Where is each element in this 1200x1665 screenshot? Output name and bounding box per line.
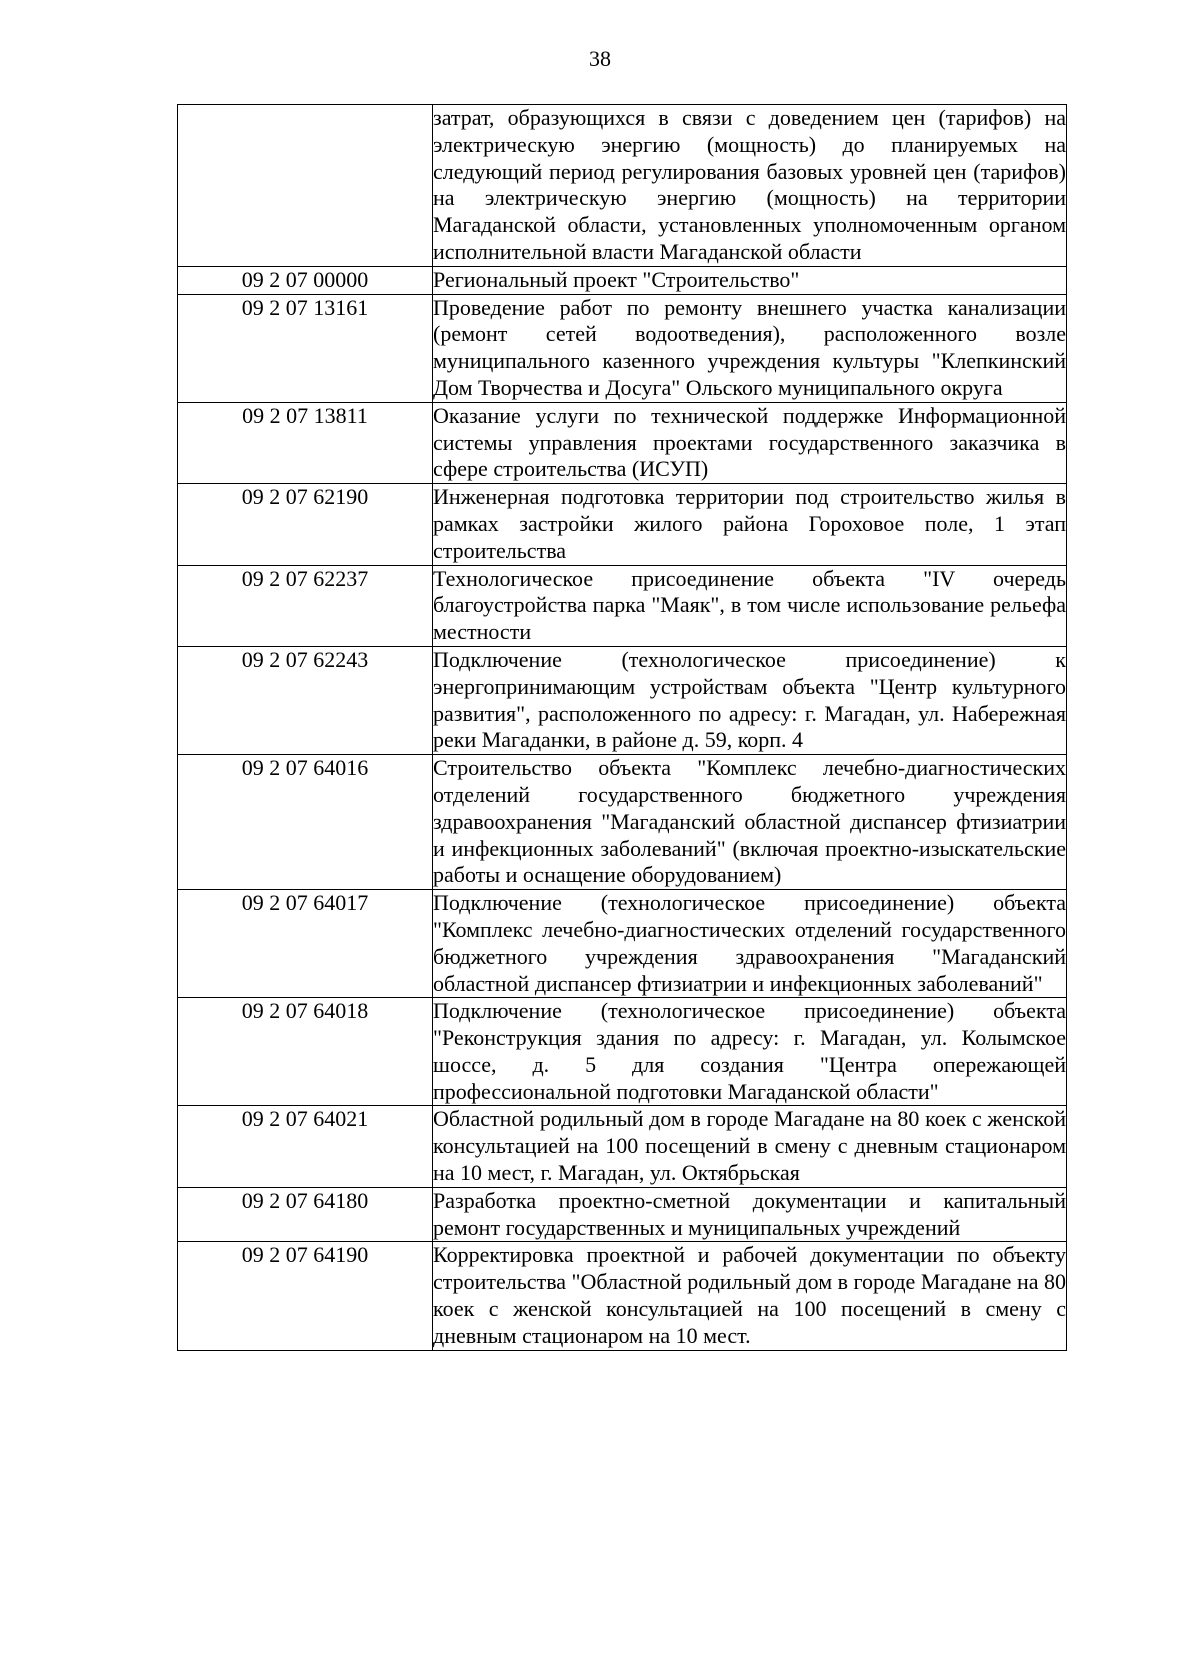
table-row (178, 484, 1067, 565)
row-code (178, 105, 433, 267)
row-description: Технологическое присоединение объекта "IV очередь благоустройства парка "Маяк", в том числе использование рельефа местности (433, 565, 1067, 646)
row-code: 09 2 07 62237 (178, 565, 433, 646)
row-description: Областной родильный дом в городе Магадане на 80 коек с женской консультацией на 100 посещений в смену с дневным стационаром на 10 мест, г. Магадан, ул. Октябрьская (433, 1106, 1067, 1187)
table-row (178, 646, 1067, 754)
row-code: 09 2 07 64180 (178, 1187, 433, 1242)
row-code: 09 2 07 64021 (178, 1106, 433, 1187)
row-code: 09 2 07 13161 (178, 294, 433, 402)
table-row (178, 266, 1067, 294)
row-code: 09 2 07 13811 (178, 402, 433, 483)
table-row (178, 294, 1067, 402)
row-description: Разработка проектно-сметной документации и капитальный ремонт государственных и муниципальных учреждений (433, 1187, 1067, 1242)
row-code: 09 2 07 64190 (178, 1242, 433, 1350)
row-code: 09 2 07 62190 (178, 484, 433, 565)
row-description: Подключение (технологическое присоединение) к энергопринимающим устройствам объекта "Центр культурного развития", расположенного по адресу: г. Магадан, ул. Набережная реки Магаданки, в районе д. 59, корп. 4 (433, 646, 1067, 754)
row-description: Проведение работ по ремонту внешнего участка канализации (ремонт сетей водоотведения), расположенного возле муниципального казенного учреждения культуры "Клепкинский Дом Творчества и Досуга" Ольского муниципального округа (433, 294, 1067, 402)
row-code: 09 2 07 64017 (178, 890, 433, 998)
table-row (178, 1187, 1067, 1242)
row-description: Подключение (технологическое присоединение) объекта "Реконструкция здания по адресу: г. Магадан, ул. Колымское шоссе, д. 5 для создания "Центра опережающей профессиональной подготовки Магаданской области" (433, 998, 1067, 1106)
table-row (178, 890, 1067, 998)
row-description: Корректировка проектной и рабочей документации по объекту строительства "Областной родильный дом в городе Магадане на 80 коек с женской консультацией на 100 посещений в смену с дневным стационаром на 10 мест. (433, 1242, 1067, 1350)
row-description: Региональный проект "Строительство" (433, 266, 1067, 294)
row-description: Оказание услуги по технической поддержке Информационной системы управления проектами государственного заказчика в сфере строительства (ИСУП) (433, 402, 1067, 483)
row-code: 09 2 07 62243 (178, 646, 433, 754)
row-description: Строительство объекта "Комплекс лечебно-диагностических отделений государственного бюджетного учреждения здравоохранения "Магаданский областной диспансер фтизиатрии и инфекционных заболеваний" (включая проектно-изыскательские работы и оснащение оборудованием) (433, 755, 1067, 890)
row-description: Инженерная подготовка территории под строительство жилья в рамках застройки жилого района Гороховое поле, 1 этап строительства (433, 484, 1067, 565)
table-row (178, 402, 1067, 483)
row-description: Подключение (технологическое присоединение) объекта "Комплекс лечебно-диагностических отделений государственного бюджетного учреждения здравоохранения "Магаданский областной диспансер фтизиатрии и инфекционных заболеваний" (433, 890, 1067, 998)
table-row (178, 998, 1067, 1106)
table-row (178, 1242, 1067, 1350)
table-row (178, 755, 1067, 890)
row-code: 09 2 07 64016 (178, 755, 433, 890)
table-row (178, 1106, 1067, 1187)
page-number: 38 (589, 46, 611, 71)
table-row (178, 105, 1067, 267)
row-description: затрат, образующихся в связи с доведением цен (тарифов) на электрическую энергию (мощность) до планируемых на следующий период регулирования базовых уровней цен (тарифов) на электрическую энергию (мощность) на территории Магаданской области, установленных уполномоченным органом исполнительной власти Магаданской области (433, 105, 1067, 267)
row-code: 09 2 07 64018 (178, 998, 433, 1106)
row-code: 09 2 07 00000 (178, 266, 433, 294)
budget-classification-table (177, 104, 1067, 1351)
table-row (178, 565, 1067, 646)
